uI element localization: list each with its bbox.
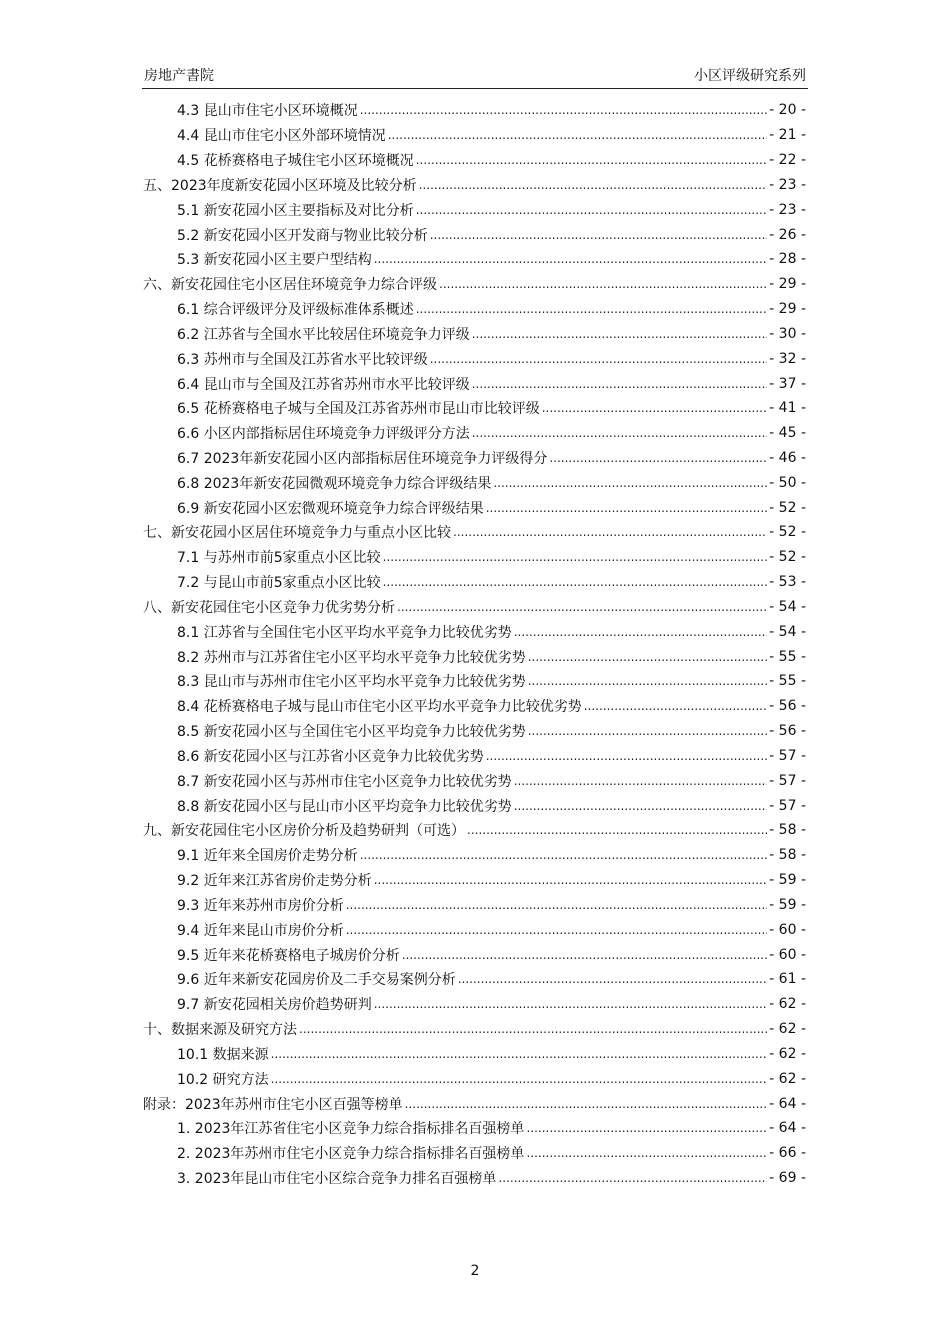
toc-leader-dots bbox=[493, 476, 767, 490]
toc-leader-dots bbox=[528, 650, 767, 664]
toc-entry[interactable] bbox=[143, 818, 806, 843]
toc-leader-dots bbox=[458, 972, 767, 986]
toc-leader-dots bbox=[397, 600, 767, 614]
toc-leader-dots bbox=[542, 401, 767, 415]
toc-leader-dots bbox=[402, 948, 767, 962]
toc-entry-title: 9.3 近年来苏州市房价分析 bbox=[177, 897, 344, 914]
toc-entry-page: - 58 - bbox=[769, 847, 806, 864]
toc-leader-dots bbox=[416, 153, 767, 167]
toc-entry-page: - 57 - bbox=[769, 772, 806, 789]
toc-entry-title: 9.1 近年来全国房价走势分析 bbox=[177, 848, 358, 865]
toc-entry-page: - 57 - bbox=[769, 797, 806, 814]
header-series: 小区评级研究系列 bbox=[694, 68, 806, 84]
toc-entry-title: 7.2 与昆山市前5家重点小区比较 bbox=[177, 575, 381, 592]
toc-entry-title: 10.2 研究方法 bbox=[177, 1071, 269, 1088]
toc-entry[interactable] bbox=[143, 123, 806, 148]
toc-entry-title: 9.2 近年来江苏省房价走势分析 bbox=[177, 873, 372, 890]
toc-entry-page: - 29 - bbox=[769, 301, 806, 318]
toc-entry[interactable] bbox=[143, 1066, 806, 1091]
toc-entry-title: 七、新安花园小区居住环境竞争力与重点小区比较 bbox=[143, 525, 451, 542]
toc-entry[interactable] bbox=[143, 247, 806, 272]
toc-entry-title: 6.1 综合评级评分及评级标准体系概述 bbox=[177, 302, 414, 319]
toc-entry-page: - 56 - bbox=[769, 723, 806, 740]
page-number: 2 bbox=[470, 1263, 480, 1279]
toc-entry[interactable] bbox=[143, 222, 806, 247]
toc-leader-dots bbox=[528, 724, 767, 738]
toc-leader-dots bbox=[472, 327, 767, 341]
toc-entry-title: 8.4 花桥赛格电子城与昆山市住宅小区平均水平竞争力比较优劣势 bbox=[177, 699, 582, 716]
toc-leader-dots bbox=[467, 823, 767, 837]
toc-leader-dots bbox=[514, 774, 767, 788]
toc-leader-dots bbox=[374, 873, 767, 887]
toc-entry[interactable] bbox=[143, 619, 806, 644]
toc-leader-dots bbox=[453, 525, 767, 539]
toc-entry-page: - 50 - bbox=[769, 474, 806, 491]
toc-leader-dots bbox=[486, 501, 767, 515]
toc-entry-title: 2. 2023年苏州市住宅小区竞争力综合指标排名百强榜单 bbox=[177, 1146, 525, 1163]
toc-leader-dots bbox=[360, 848, 767, 862]
toc-entry[interactable] bbox=[143, 98, 806, 123]
toc-entry-title: 9.7 新安花园相关房价趋势研判 bbox=[177, 997, 372, 1014]
toc-entry-page: - 55 - bbox=[769, 648, 806, 665]
toc-entry-page: - 32 - bbox=[769, 350, 806, 367]
toc-entry-title: 附录：2023年苏州市住宅小区百强等榜单 bbox=[143, 1096, 403, 1113]
toc-entry[interactable] bbox=[143, 1141, 806, 1166]
toc-entry[interactable] bbox=[143, 1017, 806, 1042]
toc-entry[interactable] bbox=[143, 669, 806, 694]
header-publisher: 房地产書院 bbox=[144, 68, 214, 84]
toc-leader-dots bbox=[346, 923, 767, 937]
toc-entry-page: - 46 - bbox=[769, 450, 806, 466]
toc-leader-dots bbox=[439, 277, 767, 291]
toc-entry-page: - 62 - bbox=[769, 1021, 806, 1038]
toc-entry-page: - 62 - bbox=[769, 1045, 806, 1062]
toc-entry-page: - 29 - bbox=[769, 276, 806, 293]
toc-entry[interactable] bbox=[143, 1091, 806, 1116]
toc-entry-page: - 41 - bbox=[769, 400, 806, 417]
toc-leader-dots bbox=[514, 799, 767, 813]
toc-leader-dots bbox=[526, 1121, 767, 1135]
toc-leader-dots bbox=[388, 128, 767, 142]
toc-entry-page: - 52 - bbox=[769, 499, 806, 516]
toc-entry-page: - 52 - bbox=[769, 524, 806, 541]
toc-entry-page: - 60 - bbox=[769, 946, 806, 963]
page-header bbox=[142, 66, 808, 89]
toc-entry-title: 4.3 昆山市住宅小区环境概况 bbox=[177, 103, 358, 120]
toc-leader-dots bbox=[416, 203, 767, 217]
toc-entry-title: 8.3 昆山市与苏州市住宅小区平均水平竞争力比较优劣势 bbox=[177, 674, 526, 691]
toc-entry-page: - 56 - bbox=[769, 698, 806, 715]
toc-entry-title: 4.4 昆山市住宅小区外部环境情况 bbox=[177, 128, 386, 145]
toc-entry[interactable] bbox=[143, 1116, 806, 1141]
toc-entry-title: 8.5 新安花园小区与全国住宅小区平均竞争力比较优劣势 bbox=[177, 724, 526, 741]
toc-entry-page: - 28 - bbox=[769, 251, 806, 268]
toc-entry[interactable] bbox=[143, 893, 806, 918]
toc-entry-page: - 23 - bbox=[769, 201, 806, 218]
toc-entry-page: - 53 - bbox=[769, 574, 806, 591]
toc-entry[interactable] bbox=[143, 396, 806, 421]
toc-entry[interactable] bbox=[143, 917, 806, 942]
toc-entry-page: - 45 - bbox=[769, 425, 806, 442]
toc-entry[interactable] bbox=[143, 172, 806, 197]
toc-entry-page: - 30 - bbox=[769, 325, 806, 342]
toc-entry-title: 6.4 昆山市与全国及江苏省苏州市水平比较评级 bbox=[177, 376, 470, 393]
toc-leader-dots bbox=[374, 997, 767, 1011]
toc-entry[interactable] bbox=[143, 520, 806, 545]
toc-leader-dots bbox=[271, 1072, 768, 1086]
toc-entry-page: - 52 - bbox=[769, 549, 806, 566]
toc-entry[interactable] bbox=[143, 371, 806, 396]
toc-entry-title: 6.8 2023年新安花园微观环境竞争力综合评级结果 bbox=[177, 475, 492, 492]
toc-entry-page: - 20 - bbox=[769, 102, 806, 119]
toc-leader-dots bbox=[549, 451, 767, 465]
toc-entry-page: - 58 - bbox=[769, 822, 806, 839]
toc-entry[interactable] bbox=[143, 768, 806, 793]
toc-entry[interactable] bbox=[143, 297, 806, 322]
toc-entry-title: 6.6 小区内部指标居住环境竞争力评级评分方法 bbox=[177, 426, 470, 443]
toc-entry[interactable] bbox=[143, 470, 806, 495]
toc-leader-dots bbox=[472, 426, 767, 440]
toc-entry-page: - 57 - bbox=[769, 747, 806, 764]
toc-entry-page: - 23 - bbox=[769, 176, 806, 193]
toc-leader-dots bbox=[360, 103, 767, 117]
toc-entry-title: 5.3 新安花园小区主要户型结构 bbox=[177, 252, 372, 269]
toc-entry[interactable] bbox=[143, 843, 806, 868]
toc-entry[interactable] bbox=[143, 942, 806, 967]
toc-entry-page: - 54 - bbox=[769, 623, 806, 640]
toc-entry-page: - 62 - bbox=[769, 1070, 806, 1087]
toc-leader-dots bbox=[383, 550, 768, 564]
toc-entry-page: - 64 - bbox=[769, 1120, 806, 1137]
toc-leader-dots bbox=[383, 575, 768, 589]
toc-entry-title: 六、新安花园住宅小区居住环境竞争力综合评级 bbox=[143, 277, 437, 294]
toc-entry-title: 8.8 新安花园小区与昆山市小区平均竞争力比较优劣势 bbox=[177, 798, 512, 815]
toc-entry[interactable] bbox=[143, 446, 806, 471]
toc-entry-title: 九、新安花园住宅小区房价分析及趋势研判（可选） bbox=[143, 823, 465, 840]
toc-leader-dots bbox=[419, 178, 768, 192]
toc-entry[interactable] bbox=[143, 967, 806, 992]
toc-leader-dots bbox=[346, 898, 767, 912]
toc-leader-dots bbox=[299, 1022, 767, 1036]
toc-entry-title: 6.3 苏州市与全国及江苏省水平比较评级 bbox=[177, 351, 428, 368]
toc-leader-dots bbox=[416, 302, 767, 316]
toc-entry-title: 8.2 苏州市与江苏省住宅小区平均水平竞争力比较优劣势 bbox=[177, 649, 526, 666]
toc-entry-title: 6.7 2023年新安花园小区内部指标居住环境竞争力评级得分 bbox=[177, 451, 548, 467]
toc-entry[interactable] bbox=[143, 1166, 806, 1191]
toc-entry-page: - 55 - bbox=[769, 673, 806, 690]
toc-entry-page: - 61 - bbox=[769, 971, 806, 988]
toc-entry-title: 8.6 新安花园小区与江苏省小区竞争力比较优劣势 bbox=[177, 748, 484, 765]
toc-leader-dots bbox=[405, 1097, 768, 1111]
toc-entry[interactable] bbox=[143, 495, 806, 520]
toc-entry-title: 10.1 数据来源 bbox=[177, 1046, 269, 1063]
toc-entry-page: - 60 - bbox=[769, 921, 806, 938]
toc-leader-dots bbox=[528, 674, 767, 688]
toc-leader-dots bbox=[271, 1047, 768, 1061]
toc-entry-page: - 59 - bbox=[769, 872, 806, 889]
toc-entry-page: - 62 - bbox=[769, 996, 806, 1013]
toc-entry-title: 9.4 近年来昆山市房价分析 bbox=[177, 922, 344, 939]
toc-entry-title: 1. 2023年江苏省住宅小区竞争力综合指标排名百强榜单 bbox=[177, 1121, 525, 1138]
toc-entry[interactable] bbox=[143, 148, 806, 173]
toc-entry-page: - 22 - bbox=[769, 152, 806, 169]
toc-leader-dots bbox=[498, 1171, 767, 1185]
toc-entry-page: - 54 - bbox=[769, 598, 806, 615]
toc-entry-page: - 69 - bbox=[769, 1170, 806, 1187]
toc-entry-page: - 37 - bbox=[769, 375, 806, 392]
toc-entry-page: - 26 - bbox=[769, 226, 806, 243]
toc-leader-dots bbox=[430, 228, 767, 242]
table-of-contents bbox=[143, 98, 806, 1190]
toc-entry[interactable] bbox=[143, 272, 806, 297]
toc-entry[interactable] bbox=[143, 545, 806, 570]
toc-entry[interactable] bbox=[143, 346, 806, 371]
toc-leader-dots bbox=[584, 699, 767, 713]
toc-leader-dots bbox=[486, 749, 767, 763]
toc-leader-dots bbox=[430, 352, 767, 366]
toc-entry-title: 7.1 与苏州市前5家重点小区比较 bbox=[177, 550, 381, 567]
toc-leader-dots bbox=[526, 1146, 767, 1160]
toc-entry-title: 6.2 江苏省与全国水平比较居住环境竞争力评级 bbox=[177, 326, 470, 343]
toc-entry-title: 6.5 花桥赛格电子城与全国及江苏省苏州市昆山市比较评级 bbox=[177, 401, 540, 418]
toc-entry-title: 8.1 江苏省与全国住宅小区平均水平竞争力比较优劣势 bbox=[177, 624, 512, 641]
toc-entry[interactable] bbox=[143, 719, 806, 744]
toc-entry[interactable] bbox=[143, 793, 806, 818]
toc-entry[interactable] bbox=[143, 570, 806, 595]
toc-leader-dots bbox=[514, 625, 767, 639]
toc-leader-dots bbox=[472, 377, 767, 391]
toc-entry[interactable] bbox=[143, 744, 806, 769]
toc-entry-title: 5.1 新安花园小区主要指标及对比分析 bbox=[177, 202, 414, 219]
toc-entry-page: - 66 - bbox=[769, 1145, 806, 1162]
toc-entry[interactable] bbox=[143, 992, 806, 1017]
toc-entry-title: 4.5 花桥赛格电子城住宅小区环境概况 bbox=[177, 153, 414, 170]
toc-entry-title: 五、2023年度新安花园小区环境及比较分析 bbox=[143, 177, 417, 194]
toc-entry[interactable] bbox=[143, 644, 806, 669]
toc-entry[interactable] bbox=[143, 868, 806, 893]
toc-entry[interactable] bbox=[143, 197, 806, 222]
toc-entry-title: 5.2 新安花园小区开发商与物业比较分析 bbox=[177, 227, 428, 244]
toc-entry-title: 8.7 新安花园小区与苏州市住宅小区竞争力比较优劣势 bbox=[177, 773, 512, 790]
toc-entry-title: 八、新安花园住宅小区竞争力优劣势分析 bbox=[143, 599, 395, 616]
toc-entry-page: - 64 - bbox=[769, 1095, 806, 1112]
toc-entry-title: 3. 2023年昆山市住宅小区综合竞争力排名百强榜单 bbox=[177, 1171, 497, 1188]
toc-entry-title: 9.5 近年来花桥赛格电子城房价分析 bbox=[177, 947, 400, 964]
toc-entry-title: 6.9 新安花园小区宏微观环境竞争力综合评级结果 bbox=[177, 500, 484, 517]
toc-entry-page: - 59 - bbox=[769, 896, 806, 913]
toc-entry[interactable] bbox=[143, 694, 806, 719]
toc-entry[interactable] bbox=[143, 421, 806, 446]
toc-leader-dots bbox=[374, 252, 767, 266]
toc-entry-page: - 21 - bbox=[769, 127, 806, 144]
toc-entry[interactable] bbox=[143, 595, 806, 620]
toc-entry[interactable] bbox=[143, 1041, 806, 1066]
toc-entry[interactable] bbox=[143, 321, 806, 346]
toc-entry-title: 9.6 近年来新安花园房价及二手交易案例分析 bbox=[177, 972, 456, 989]
toc-entry-title: 十、数据来源及研究方法 bbox=[143, 1022, 297, 1039]
